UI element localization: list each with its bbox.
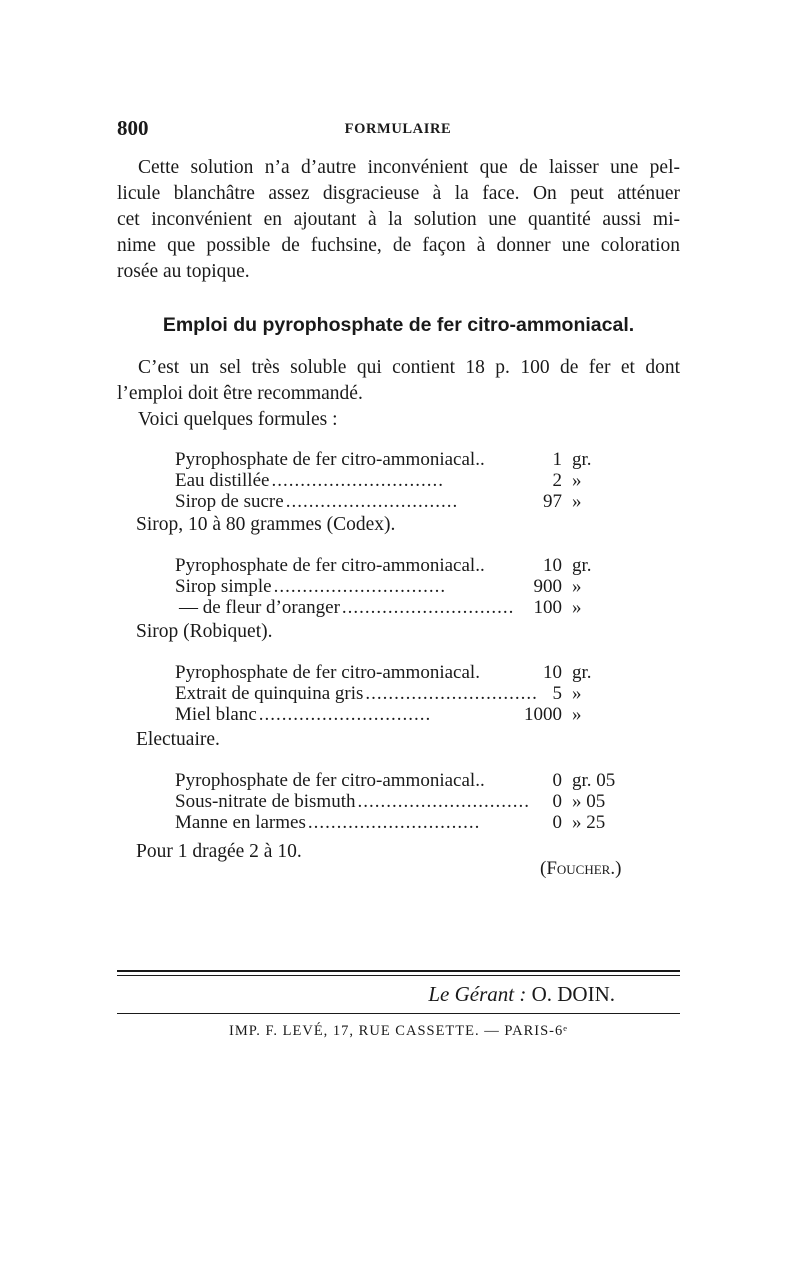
ingredient-name: Extrait de quinquina gris: [175, 683, 364, 704]
ingredient-name: Miel blanc: [175, 704, 257, 725]
recipe-1: [175, 449, 630, 512]
ingredient-name: Sous-nitrate de bismuth: [175, 791, 356, 812]
text-line: nime que possible de fuchsine, de façon à donner une coloration: [117, 235, 680, 256]
text-line: licule blanchâtre assez disgracieuse à la face. On peut atténuer: [117, 183, 680, 204]
text-line: C’est un sel très soluble qui contient 18 p. 100 de fer et dont: [138, 357, 680, 378]
recipe-row: [175, 491, 630, 512]
running-header: [117, 116, 679, 146]
ingredient-name: Sirop simple: [175, 576, 272, 597]
recipe-row: [175, 704, 630, 725]
leader-dots: ..............................: [258, 704, 432, 725]
ingredient-quantity: 0: [552, 791, 562, 812]
ingredient-quantity: 100: [533, 597, 562, 618]
recipe-2: [175, 555, 630, 618]
ingredient-name: Sirop de sucre: [175, 491, 284, 512]
double-rule-top: [117, 970, 680, 972]
ingredient-unit: » 05: [572, 791, 606, 812]
ingredient-quantity: 10: [543, 555, 562, 576]
ingredient-quantity: 0: [552, 812, 562, 833]
ingredient-unit: »: [572, 704, 582, 725]
double-rule-bottom: [117, 975, 680, 976]
ingredient-name: Pyrophosphate de fer citro-ammoniacal..: [175, 555, 485, 576]
recipe-caption: Pour 1 dragée 2 à 10.: [136, 841, 302, 862]
ingredient-name: Pyrophosphate de fer citro-ammoniacal..: [175, 770, 485, 791]
leader-dots: ..............................: [357, 791, 530, 812]
ingredient-unit: »: [572, 470, 582, 491]
recipe-row: [175, 770, 630, 791]
recipe-row: [175, 812, 630, 833]
text-line: Cette solution n’a d’autre inconvénient que de laisser une pel-: [138, 157, 680, 178]
printer-imprint: IMP. F. LEVÉ, 17, RUE CASSETTE. — PARIS-6ᵉ: [229, 1023, 568, 1039]
recipe-caption: Sirop, 10 à 80 grammes (Codex).: [136, 514, 396, 535]
ingredient-unit: gr.: [572, 449, 592, 470]
ingredient-quantity: 0: [552, 770, 562, 791]
ingredient-name: Pyrophosphate de fer citro-ammoniacal.: [175, 662, 480, 683]
recipe-row: [175, 449, 630, 470]
leader-dots: ..............................: [307, 812, 481, 833]
leader-dots: ..............................: [341, 597, 515, 618]
ingredient-unit: »: [572, 491, 582, 512]
ingredient-quantity: 10: [543, 662, 562, 683]
ingredient-quantity: 900: [533, 576, 562, 597]
section-title: Emploi du pyrophosphate de fer citro-ammoniacal.: [162, 314, 635, 336]
recipe-caption: Sirop (Robiquet).: [136, 621, 273, 642]
ingredient-quantity: 97: [543, 491, 562, 512]
ingredient-name: Eau distillée: [175, 470, 270, 491]
ingredient-quantity: 2: [552, 470, 562, 491]
leader-dots: ..............................: [273, 576, 447, 597]
intro-paragraph: [117, 155, 680, 285]
recipe-row: [175, 470, 630, 491]
ingredient-unit: gr. 05: [572, 770, 616, 791]
ingredient-name: Manne en larmes: [175, 812, 306, 833]
text-line: cet inconvénient en ajoutant à la solution une quantité aussi mi-: [117, 209, 680, 230]
recipe-3: [175, 662, 630, 725]
ingredient-quantity: 1000: [524, 704, 562, 725]
ingredient-unit: »: [572, 683, 582, 704]
gerant-name: O. DOIN.: [531, 982, 615, 1006]
recipe-row: [175, 597, 630, 618]
section-paragraph: [117, 355, 680, 433]
recipe-row: [175, 683, 630, 704]
text-line: l’emploi doit être recommandé.: [117, 383, 363, 404]
ingredient-quantity: 5: [552, 683, 562, 704]
text-line: Voici quelques formules :: [138, 409, 338, 430]
leader-dots: ..............................: [271, 470, 444, 491]
recipe-4: [175, 770, 630, 833]
ingredient-unit: » 25: [572, 812, 606, 833]
ingredient-name: Pyrophosphate de fer citro-ammoniacal..: [175, 449, 485, 470]
ingredient-unit: gr.: [572, 555, 592, 576]
recipe-row: [175, 576, 630, 597]
recipe-row: [175, 662, 630, 683]
leader-dots: ..............................: [365, 683, 538, 704]
page-number: 800: [117, 116, 149, 140]
ingredient-name: — de fleur d’oranger: [179, 597, 340, 618]
ingredient-unit: »: [572, 576, 582, 597]
ingredient-quantity: 1: [552, 449, 562, 470]
recipe-row: [175, 555, 630, 576]
running-title: FORMULAIRE: [344, 121, 452, 137]
leader-dots: ..............................: [285, 491, 459, 512]
recipe-row: [175, 791, 630, 812]
attribution: (Foucher.): [540, 858, 622, 879]
ingredient-unit: gr.: [572, 662, 592, 683]
gerant-label: Le Gérant :: [428, 982, 527, 1006]
text-line: rosée au topique.: [117, 261, 250, 282]
footer-rule: [117, 1013, 680, 1014]
recipe-caption: Electuaire.: [136, 729, 220, 750]
gerant-line: [117, 982, 615, 1007]
ingredient-unit: »: [572, 597, 582, 618]
